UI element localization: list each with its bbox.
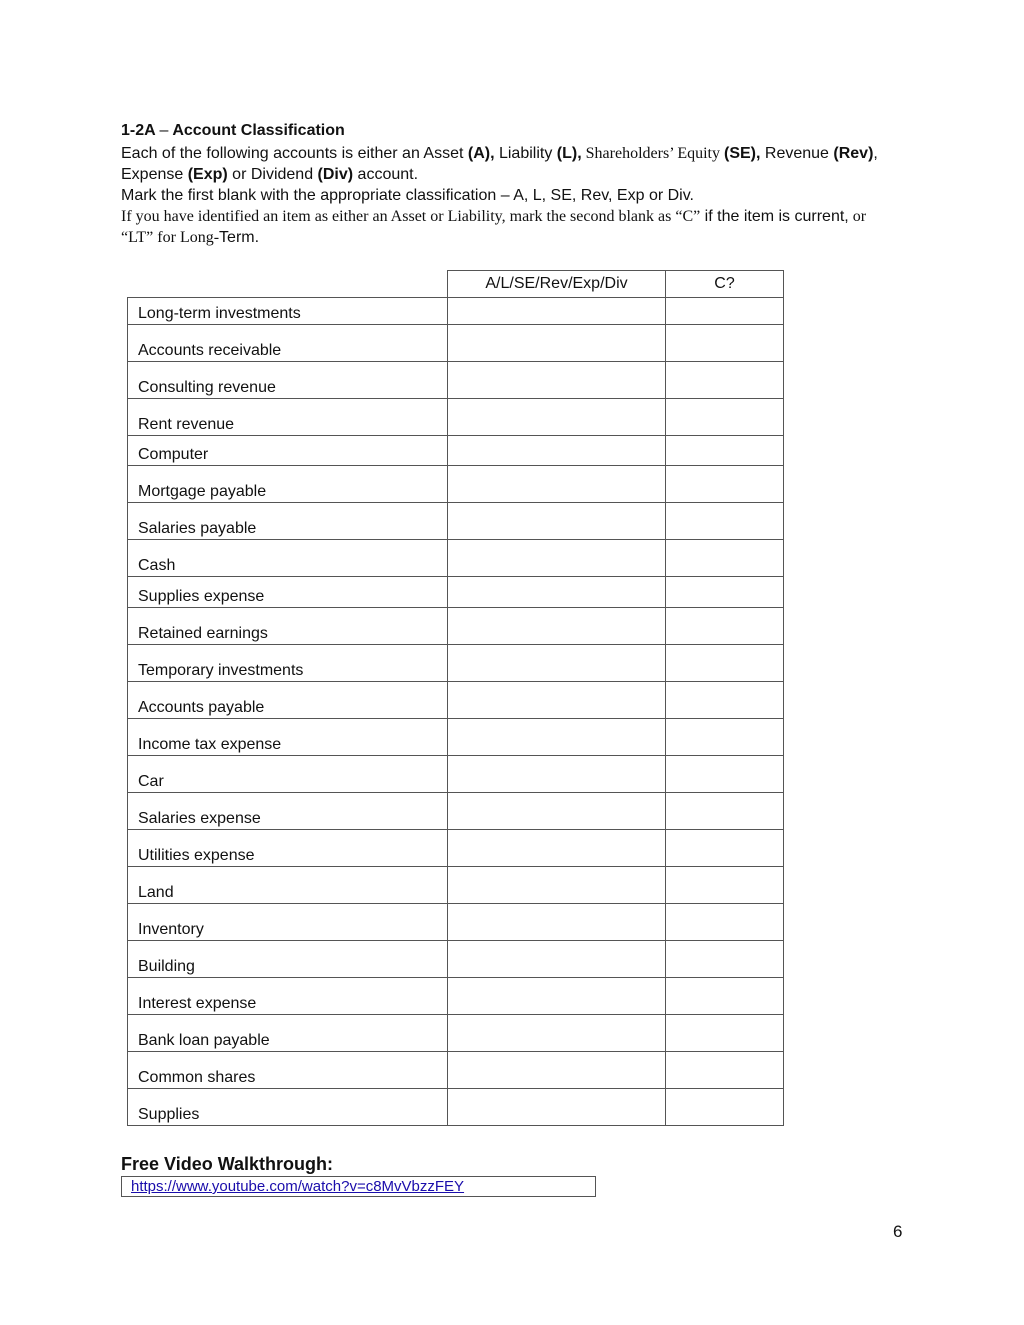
table-row: [128, 718, 784, 755]
code-asset: (A),: [467, 145, 495, 162]
instr-text: , Expense: [121, 145, 878, 183]
instr-text: Liability: [494, 145, 557, 162]
classification-blank[interactable]: [448, 398, 666, 435]
classification-blank[interactable]: [448, 465, 666, 502]
video-link-box: [121, 1176, 596, 1197]
header-current: C?: [666, 271, 784, 298]
classification-blank[interactable]: [448, 903, 666, 940]
account-name: Supplies expense: [128, 576, 448, 607]
classification-blank[interactable]: [448, 829, 666, 866]
instr-text: If you have identified an item as either an Asset or Liability, mark the second blank as “C”: [121, 208, 701, 225]
current-blank[interactable]: [666, 361, 784, 398]
table-row: [128, 465, 784, 502]
current-blank[interactable]: [666, 1051, 784, 1088]
classification-blank[interactable]: [448, 607, 666, 644]
code-liability: (L),: [556, 145, 582, 162]
current-blank[interactable]: [666, 398, 784, 435]
current-blank[interactable]: [666, 435, 784, 465]
current-blank[interactable]: [666, 866, 784, 903]
account-name: Car: [128, 755, 448, 792]
table-row: [128, 297, 784, 324]
table-header-row: [128, 271, 784, 298]
classification-blank[interactable]: [448, 755, 666, 792]
classification-blank[interactable]: [448, 1014, 666, 1051]
title-dash: –: [159, 122, 169, 139]
classification-blank[interactable]: [448, 361, 666, 398]
classification-blank[interactable]: [448, 977, 666, 1014]
table-row: [128, 829, 784, 866]
current-blank[interactable]: [666, 324, 784, 361]
video-heading: Free Video Walkthrough:: [121, 1154, 334, 1174]
account-name: Long-term investments: [128, 297, 448, 324]
current-blank[interactable]: [666, 829, 784, 866]
account-name: Rent revenue: [128, 398, 448, 435]
current-blank[interactable]: [666, 465, 784, 502]
table-row: [128, 1088, 784, 1125]
account-name: Common shares: [128, 1051, 448, 1088]
classification-blank[interactable]: [448, 539, 666, 576]
instructions: [121, 143, 901, 248]
current-blank[interactable]: [666, 792, 784, 829]
exercise-title: [121, 122, 345, 140]
instructions-paragraph-1: [121, 143, 901, 185]
code-revenue: (Rev): [833, 145, 874, 162]
account-name: Accounts receivable: [128, 324, 448, 361]
table-row: [128, 1051, 784, 1088]
current-blank[interactable]: [666, 297, 784, 324]
account-name: Inventory: [128, 903, 448, 940]
account-name: Supplies: [128, 1088, 448, 1125]
code-dividend: (Div): [317, 166, 354, 183]
instr-text: account.: [353, 166, 419, 183]
instr-text: Each of the following accounts is either an Asset: [121, 145, 468, 162]
account-name: Salaries expense: [128, 792, 448, 829]
classification-blank[interactable]: [448, 297, 666, 324]
classification-blank[interactable]: [448, 866, 666, 903]
header-blank-cell: [128, 271, 448, 298]
current-blank[interactable]: [666, 539, 784, 576]
exercise-number: 1-2A: [121, 122, 156, 139]
table-row: [128, 539, 784, 576]
account-name: Accounts payable: [128, 681, 448, 718]
account-name: Utilities expense: [128, 829, 448, 866]
header-classification: A/L/SE/Rev/Exp/Div: [448, 271, 666, 298]
table-row: [128, 940, 784, 977]
classification-blank[interactable]: [448, 324, 666, 361]
table-row: [128, 792, 784, 829]
account-name: Computer: [128, 435, 448, 465]
current-blank[interactable]: [666, 502, 784, 539]
table-row: [128, 681, 784, 718]
table-row: [128, 977, 784, 1014]
current-blank[interactable]: [666, 903, 784, 940]
table-row: [128, 576, 784, 607]
classification-blank[interactable]: [448, 681, 666, 718]
current-blank[interactable]: [666, 1014, 784, 1051]
table-row: [128, 607, 784, 644]
classification-blank[interactable]: [448, 644, 666, 681]
classification-blank[interactable]: [448, 1088, 666, 1125]
current-blank[interactable]: [666, 977, 784, 1014]
instr-text: or Dividend: [227, 166, 318, 183]
table-row: [128, 435, 784, 465]
page-number: 6: [893, 1222, 903, 1241]
classification-blank[interactable]: [448, 792, 666, 829]
table-row: [128, 644, 784, 681]
current-blank[interactable]: [666, 576, 784, 607]
account-name: Consulting revenue: [128, 361, 448, 398]
table-row: [128, 903, 784, 940]
account-name: Building: [128, 940, 448, 977]
current-blank[interactable]: [666, 940, 784, 977]
current-blank[interactable]: [666, 607, 784, 644]
table-row: [128, 361, 784, 398]
current-blank[interactable]: [666, 718, 784, 755]
classification-blank[interactable]: [448, 502, 666, 539]
code-equity: (SE),: [724, 145, 761, 162]
table-row: [128, 755, 784, 792]
account-name: Bank loan payable: [128, 1014, 448, 1051]
table-row: [128, 502, 784, 539]
account-name: Interest expense: [128, 977, 448, 1014]
account-name: Income tax expense: [128, 718, 448, 755]
current-blank[interactable]: [666, 681, 784, 718]
table-row: [128, 324, 784, 361]
video-link[interactable]: https://www.youtube.com/watch?v=c8MvVbzzFEY: [131, 1178, 465, 1195]
classification-blank[interactable]: [448, 576, 666, 607]
code-expense: (Exp): [187, 166, 228, 183]
account-name: Mortgage payable: [128, 465, 448, 502]
classification-blank[interactable]: [448, 940, 666, 977]
instructions-paragraph-2: Mark the first blank with the appropriate classification – A, L, SE, Rev, Exp or Div.: [121, 187, 694, 204]
account-name: Land: [128, 866, 448, 903]
account-name: Salaries payable: [128, 502, 448, 539]
classification-blank[interactable]: [448, 435, 666, 465]
current-blank[interactable]: [666, 644, 784, 681]
account-name: Temporary investments: [128, 644, 448, 681]
account-name: Retained earnings: [128, 607, 448, 644]
instr-text: Term.: [219, 229, 260, 246]
table-row: [128, 1014, 784, 1051]
classification-blank[interactable]: [448, 1051, 666, 1088]
table-row: [128, 398, 784, 435]
classification-blank[interactable]: [448, 718, 666, 755]
instr-text: Revenue: [760, 145, 834, 162]
instructions-paragraph-3: [121, 206, 901, 248]
instr-text: or “LT” for Long-: [121, 208, 867, 246]
table-row: [128, 866, 784, 903]
instr-text: if the item is current,: [700, 208, 849, 225]
current-blank[interactable]: [666, 1088, 784, 1125]
classification-table: [127, 270, 784, 1126]
current-blank[interactable]: [666, 755, 784, 792]
exercise-title-text: Account Classification: [172, 122, 345, 139]
instr-text: Shareholders’ Equity: [581, 145, 724, 162]
account-name: Cash: [128, 539, 448, 576]
